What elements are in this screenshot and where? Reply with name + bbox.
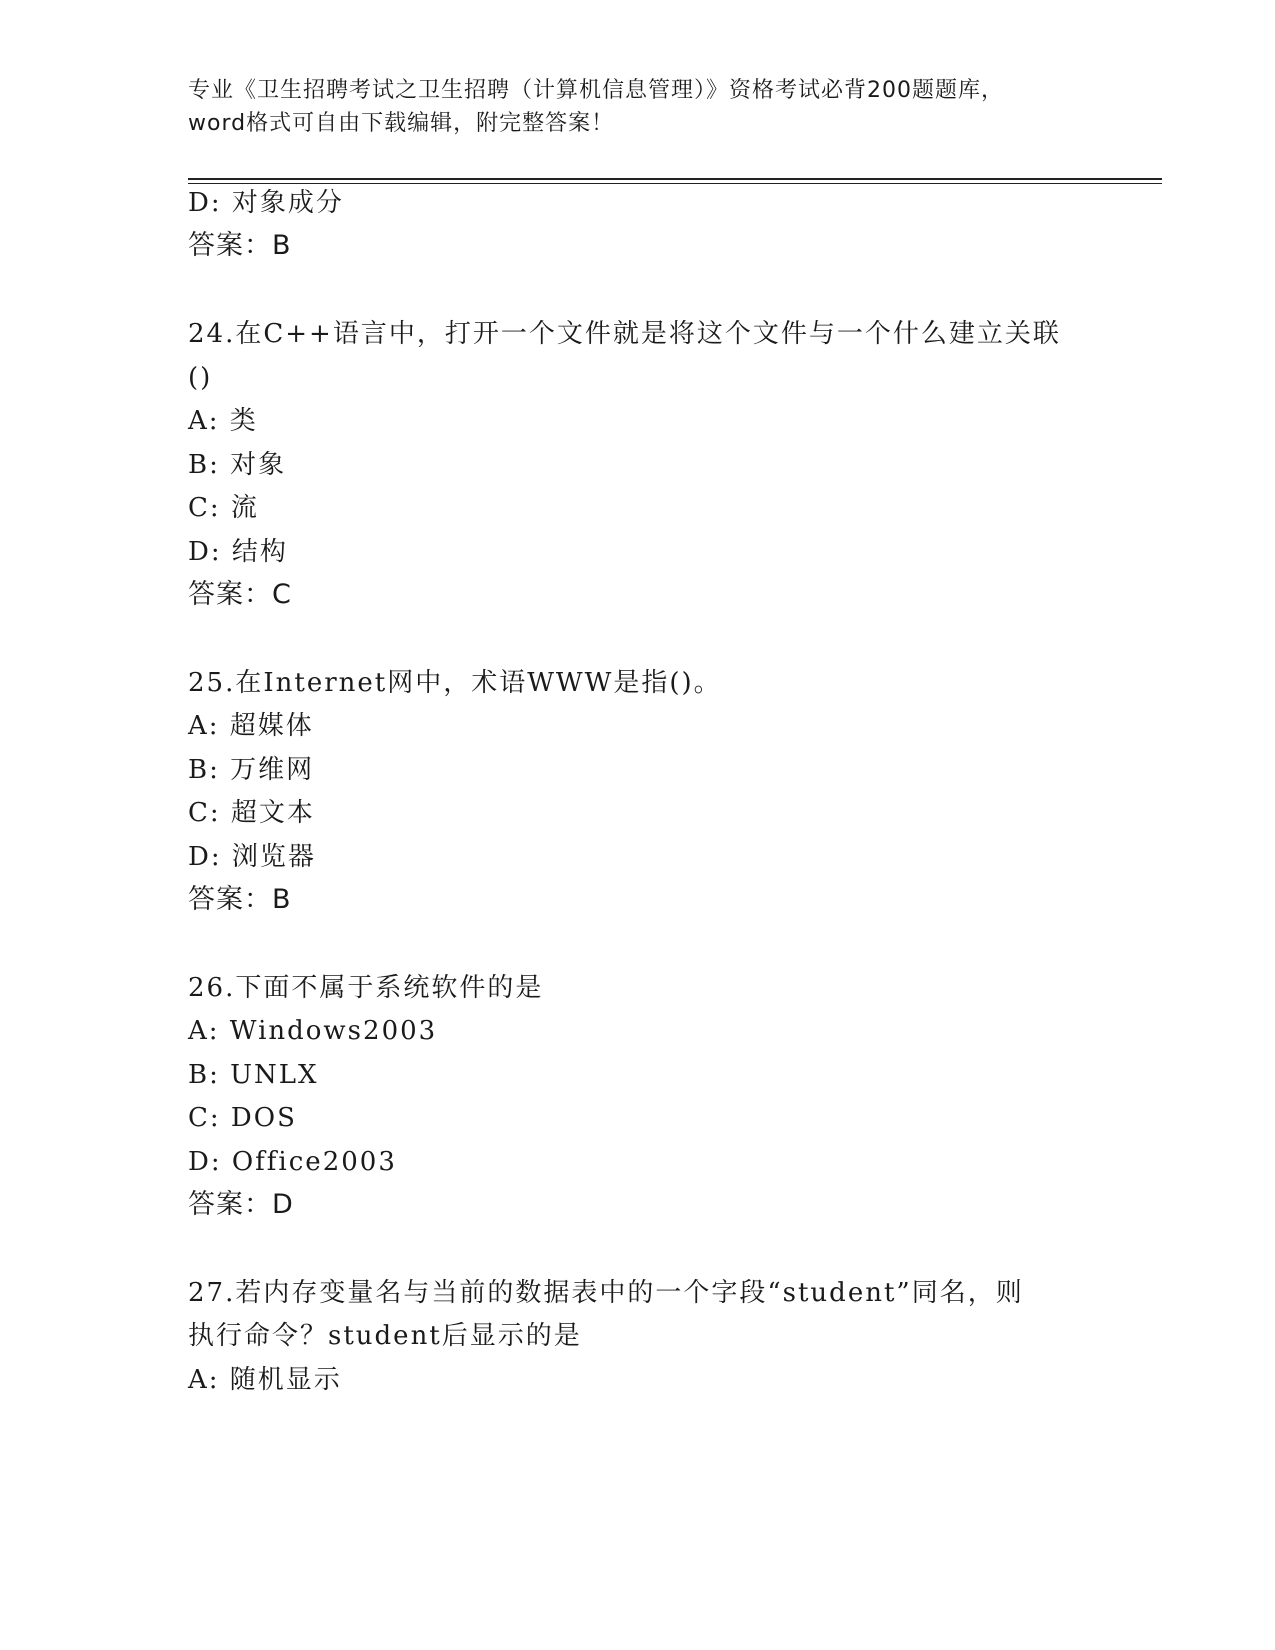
header-divider-bottom (188, 183, 1162, 184)
header-line-2: word格式可自由下载编辑，附完整答案！ (188, 111, 615, 136)
prev-answer: 答案：B (188, 230, 292, 261)
q25-option-c: C: 超文本 (188, 798, 315, 828)
q25-option-d: D: 浏览器 (188, 842, 316, 872)
q26-option-a: A: Windows2003 (188, 1016, 438, 1046)
q25-stem: 25.在Internet网中，术语WWW是指()。 (188, 668, 722, 698)
q26-answer: 答案：D (188, 1189, 294, 1220)
q24-option-a: A: 类 (188, 406, 258, 436)
q24-option-d: D: 结构 (188, 537, 288, 567)
q24-option-b: B: 对象 (188, 450, 287, 480)
q25-answer: 答案：B (188, 884, 292, 915)
q24-option-c: C: 流 (188, 493, 259, 523)
header-divider-top (188, 178, 1162, 180)
q27-stem-line-1: 27.若内存变量名与当前的数据表中的一个字段“student”同名，则 (188, 1278, 1024, 1308)
q25-option-a: A: 超媒体 (188, 711, 314, 741)
header-line-1: 专业《卫生招聘考试之卫生招聘（计算机信息管理）》资格考试必背200题题库， (188, 78, 1004, 103)
document-header (188, 74, 1088, 140)
q24-stem-line-1: 24.在C++语言中，打开一个文件就是将这个文件与一个什么建立关联 (188, 319, 1061, 349)
prev-option-d: D: 对象成分 (188, 188, 344, 218)
q26-stem: 26.下面不属于系统软件的是 (188, 973, 544, 1003)
q27-option-a: A: 随机显示 (188, 1365, 342, 1395)
q26-option-d: D: Office2003 (188, 1147, 397, 1177)
q25-option-b: B: 万维网 (188, 755, 315, 785)
q24-answer: 答案：C (188, 579, 292, 610)
q26-option-b: B: UNLX (188, 1060, 319, 1090)
q26-option-c: C: DOS (188, 1103, 297, 1133)
q24-stem-line-2: () (188, 363, 213, 393)
q27-stem-line-2: 执行命令？student后显示的是 (188, 1321, 582, 1351)
